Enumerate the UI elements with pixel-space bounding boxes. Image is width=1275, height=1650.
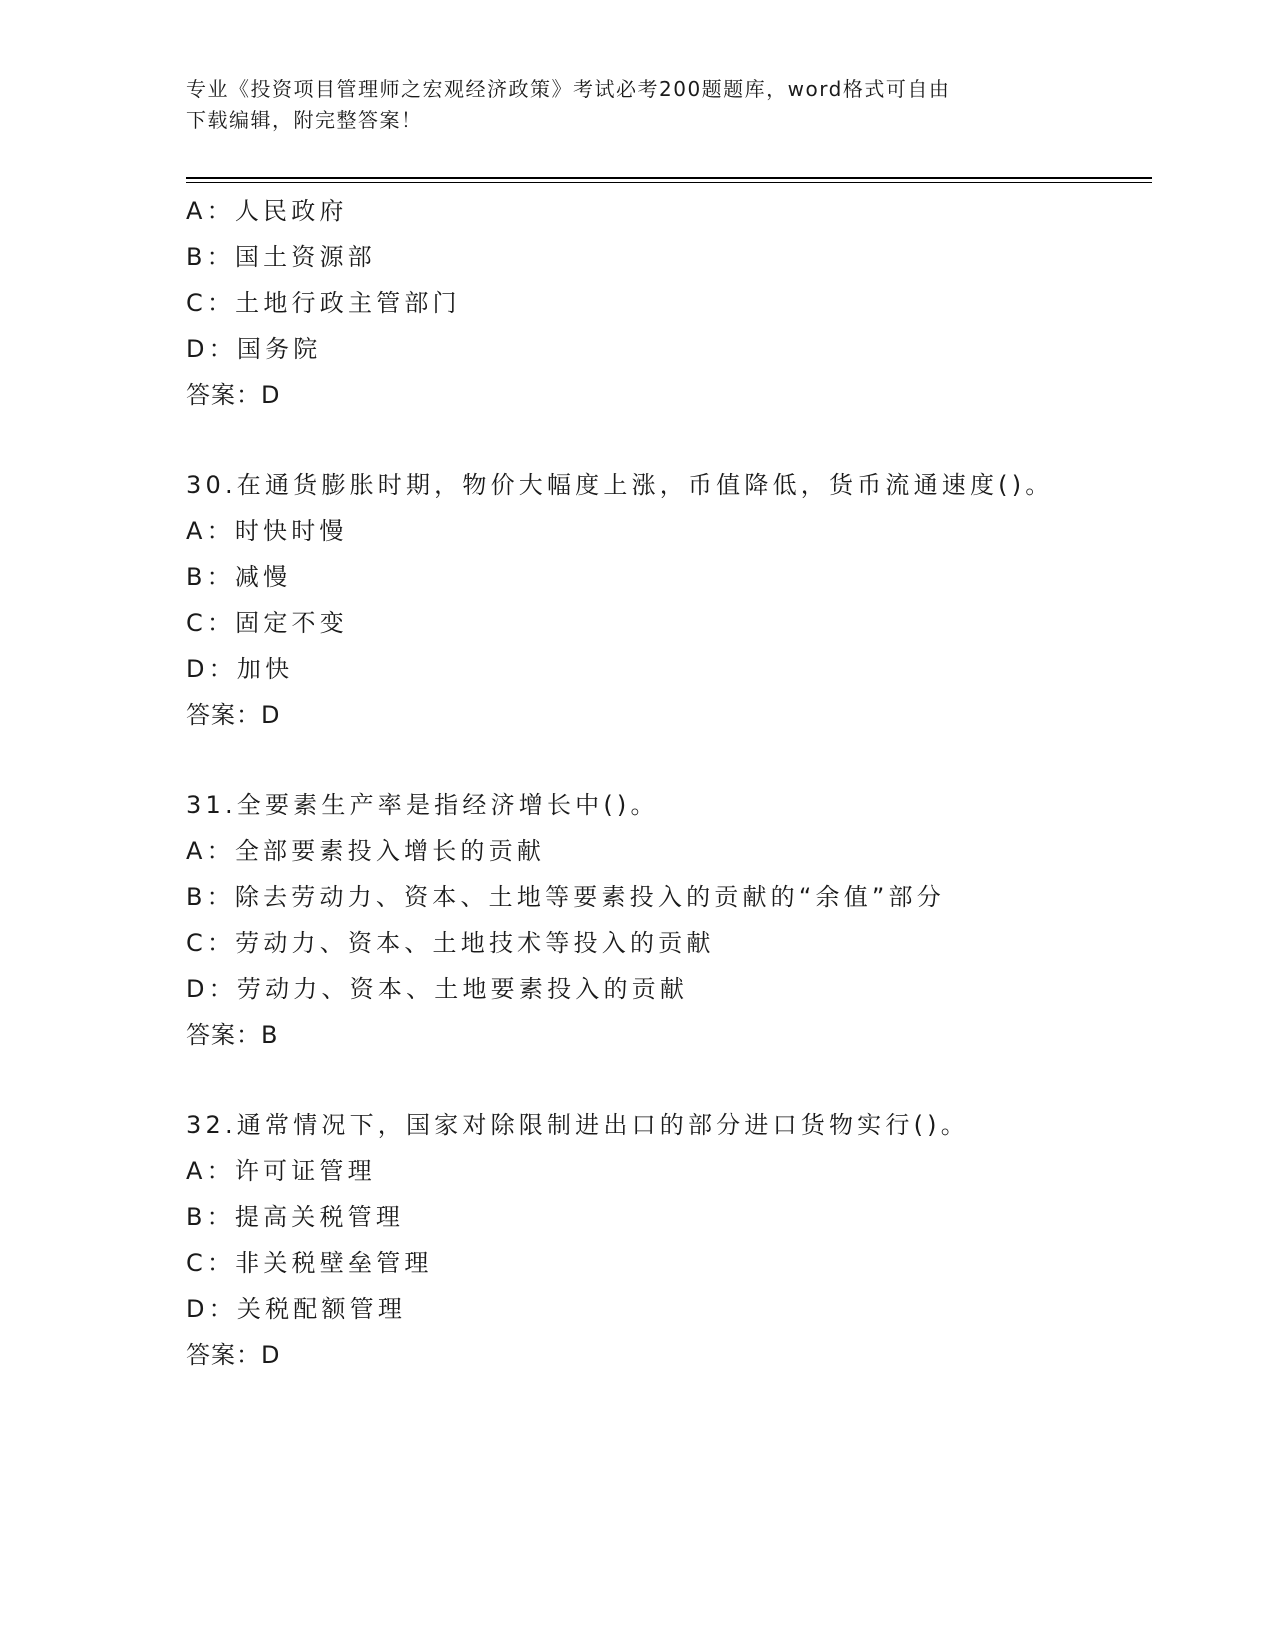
header-rule-thin	[186, 182, 1152, 183]
option-a: A：许可证管理	[186, 1157, 376, 1185]
question-29-continued	[186, 188, 1152, 418]
header-rule-thick	[186, 177, 1152, 179]
option-a: A：人民政府	[186, 197, 348, 225]
option-b: B：国土资源部	[186, 243, 376, 271]
option-b: B：提高关税管理	[186, 1203, 405, 1231]
question-31	[186, 782, 1152, 1058]
option-c: C：土地行政主管部门	[186, 289, 461, 317]
header-line-2: 下载编辑，附完整答案！	[186, 108, 423, 132]
header-line-1: 专业《投资项目管理师之宏观经济政策》考试必考200题题库，word格式可自由	[186, 77, 951, 101]
document-header	[186, 74, 1066, 136]
option-b: B：减慢	[186, 563, 292, 591]
question-stem: 32.通常情况下，国家对除限制进出口的部分进口货物实行()。	[186, 1111, 969, 1139]
question-32	[186, 1102, 1152, 1378]
question-stem: 31.全要素生产率是指经济增长中()。	[186, 791, 659, 819]
spacer	[186, 418, 1152, 462]
option-c: C：非关税壁垒管理	[186, 1249, 433, 1277]
question-list	[186, 188, 1152, 1378]
option-d: D：关税配额管理	[186, 1295, 407, 1323]
answer-line: 答案：D	[186, 1341, 281, 1369]
option-c: C：固定不变	[186, 609, 348, 637]
answer-line: 答案：B	[186, 1021, 279, 1049]
option-d: D：加快	[186, 655, 294, 683]
option-d: D：国务院	[186, 335, 322, 363]
question-stem: 30.在通货膨胀时期，物价大幅度上涨，币值降低，货币流通速度()。	[186, 471, 1054, 499]
answer-line: 答案：D	[186, 701, 281, 729]
spacer	[186, 738, 1152, 782]
option-b: B：除去劳动力、资本、土地等要素投入的贡献的“余值”部分	[186, 883, 945, 911]
option-a: A：全部要素投入增长的贡献	[186, 837, 546, 865]
option-c: C：劳动力、资本、土地技术等投入的贡献	[186, 929, 715, 957]
spacer	[186, 1058, 1152, 1102]
option-d: D：劳动力、资本、土地要素投入的贡献	[186, 975, 689, 1003]
option-a: A：时快时慢	[186, 517, 348, 545]
question-30	[186, 462, 1152, 738]
answer-line: 答案：D	[186, 381, 281, 409]
